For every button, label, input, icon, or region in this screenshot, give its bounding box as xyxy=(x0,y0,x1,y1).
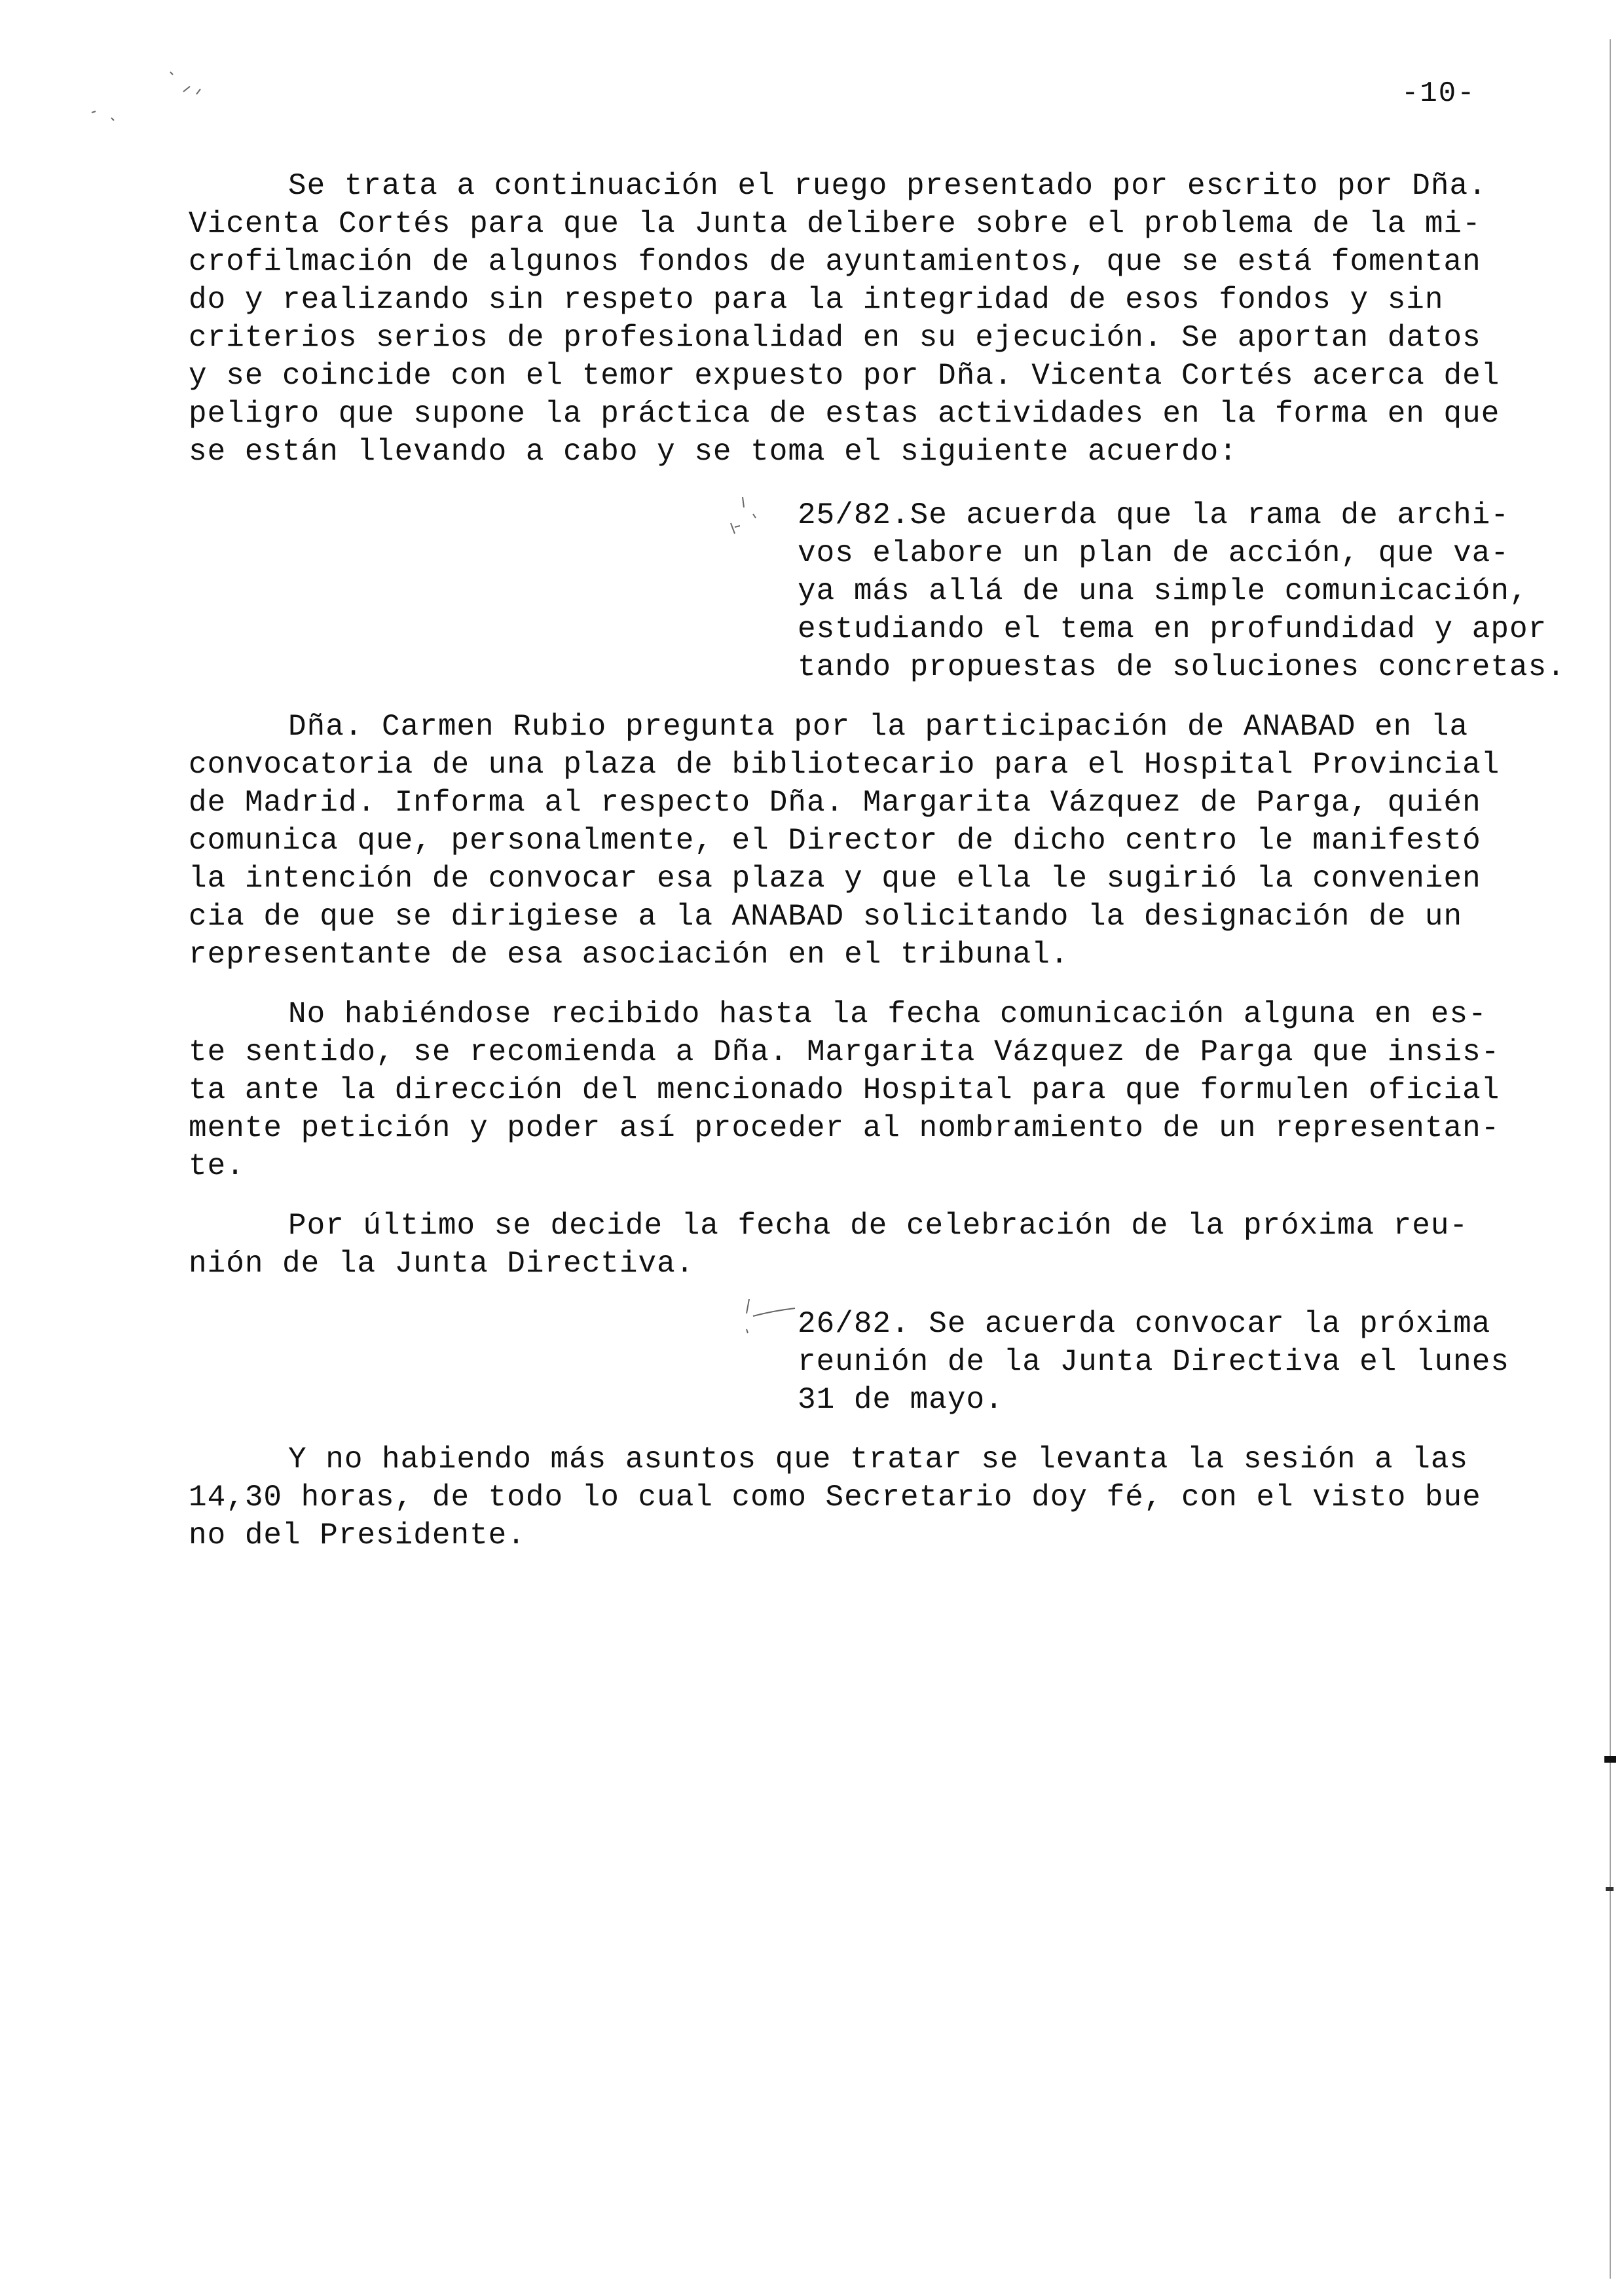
text-line: se están llevando a cabo y se toma el siguiente acuerdo: xyxy=(189,435,1238,469)
text-line: criterios serios de profesionalidad en su ejecución. Se aportan datos xyxy=(189,321,1481,355)
text-line: No habiéndose recibido hasta la fecha comunicación alguna en es- xyxy=(288,997,1487,1031)
binding-mark xyxy=(1604,1756,1616,1763)
agreement-line: 25/82.Se acuerda que la rama de archi- xyxy=(798,498,1509,532)
text-line: Por último se decide la fecha de celebración de la próxima reu- xyxy=(288,1209,1469,1243)
corner-smudge-mark xyxy=(85,65,216,144)
text-line: ta ante la dirección del mencionado Hospital para que formulen oficial xyxy=(189,1073,1500,1107)
text-line: 14,30 horas, de todo lo cual como Secretario doy fé, con el visto bue xyxy=(189,1480,1481,1515)
text-line: Y no habiendo más asuntos que tratar se levanta la sesión a las xyxy=(288,1442,1469,1477)
text-line: cia de que se dirigiese a la ANABAD solicitando la designación de un xyxy=(189,900,1463,934)
agreement-line: ya más allá de una simple comunicación, xyxy=(798,574,1528,608)
text-line: convocatoria de una plaza de bibliotecario para el Hospital Provincial xyxy=(189,748,1500,782)
text-line: te sentido, se recomienda a Dña. Margarita Vázquez de Parga que insis- xyxy=(189,1035,1500,1069)
text-line: crofilmación de algunos fondos de ayuntamientos, que se está fomentan xyxy=(189,245,1481,279)
text-line: Se trata a continuación el ruego presentado por escrito por Dña. xyxy=(288,169,1487,203)
text-line: peligro que supone la práctica de estas actividades en la forma en que xyxy=(189,397,1500,431)
text-line: representante de esa asociación en el tribunal. xyxy=(189,938,1069,972)
text-line: y se coincide con el temor expuesto por Dña. Vicenta Cortés acerca del xyxy=(189,359,1500,393)
text-line: Dña. Carmen Rubio pregunta por la participación de ANABAD en la xyxy=(288,710,1469,744)
text-line: de Madrid. Informa al respecto Dña. Margarita Vázquez de Parga, quién xyxy=(189,786,1481,820)
agreement-line: estudiando el tema en profundidad y apor xyxy=(798,612,1547,646)
text-line: do y realizando sin respeto para la integridad de esos fondos y sin xyxy=(189,283,1444,317)
agreement-line: 26/82. Se acuerda convocar la próxima xyxy=(798,1307,1491,1341)
text-line: la intención de convocar esa plaza y que ella le sugirió la convenien xyxy=(189,862,1481,896)
page-edge-line xyxy=(1610,39,1611,2279)
agreement-line: 31 de mayo. xyxy=(798,1383,1004,1417)
pencil-check-mark xyxy=(720,494,773,540)
text-line: te. xyxy=(189,1149,245,1183)
text-line: mente petición y poder así proceder al nombramiento de un representan- xyxy=(189,1111,1500,1145)
text-line: no del Presidente. xyxy=(189,1518,526,1552)
agreement-line: vos elabore un plan de acción, que va- xyxy=(798,536,1509,570)
text-line: comunica que, personalmente, el Director de dicho centro le manifestó xyxy=(189,824,1481,858)
pencil-check-mark xyxy=(727,1296,799,1336)
text-line: Vicenta Cortés para que la Junta delibere sobre el problema de la mi- xyxy=(189,207,1481,241)
agreement-line: reunión de la Junta Directiva el lunes xyxy=(798,1345,1509,1379)
page-number: -10- xyxy=(1401,77,1476,110)
binding-mark xyxy=(1606,1887,1614,1891)
agreement-line: tando propuestas de soluciones concretas. xyxy=(798,650,1566,684)
text-line: nión de la Junta Directiva. xyxy=(189,1247,695,1281)
